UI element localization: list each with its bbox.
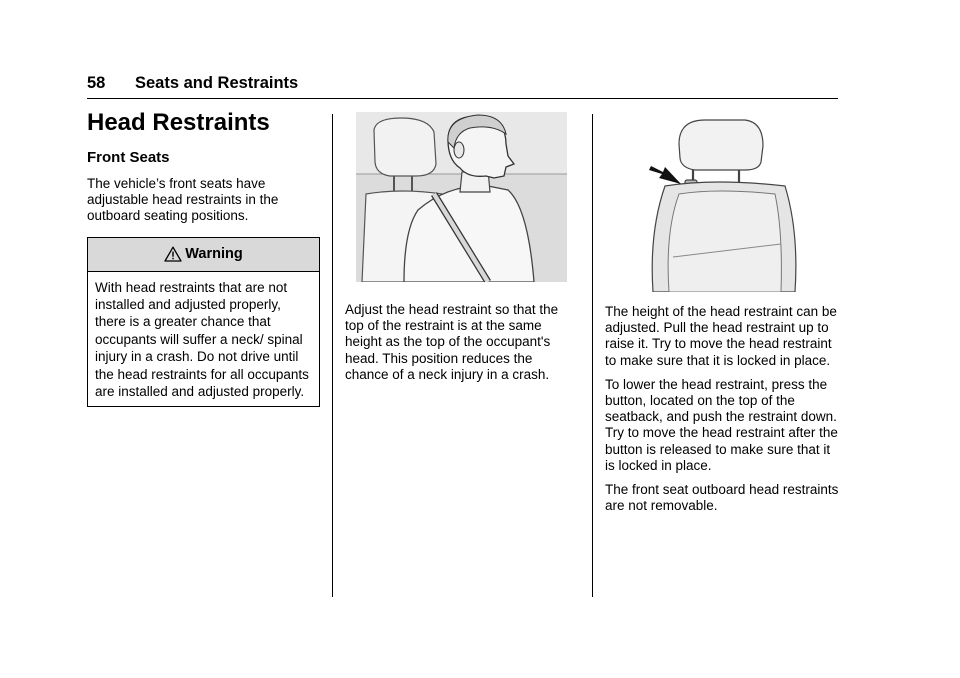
column-middle [345,112,577,383]
section-title: Seats and Restraints [135,74,299,92]
section-subtitle: Front Seats [87,149,170,166]
height-adjust-paragraph: The height of the head restraint can be adjusted. Pull the head restraint up to raise it. Try to move the head restraint to make sure that it is locked in place. [605,304,837,368]
column-divider [332,114,333,597]
page-title: Head Restraints [87,109,270,136]
warning-label: Warning [185,246,243,263]
lower-restraint-paragraph: To lower the head restraint, press the button, located on the top of the seatback, and push the restraint down. Try to move the head restraint after the button is released to make sure that it is locked in place. [605,376,838,473]
page-header [87,72,838,99]
not-removable-paragraph: The front seat outboard head restraints are not removable. [605,482,839,514]
warning-header [88,238,319,272]
warning-text: With head restraints that are not installed and adjusted properly, there is a greater chance that occupants will suffer a neck/ spinal injury in a crash. Do not drive until the head restraints for all occupants are installed and adjusted properly. [95,279,309,400]
warning-box [87,237,320,408]
column-right [605,112,840,514]
page-number: 58 [87,74,106,92]
person-seated-head-restraint-illustration [356,112,567,282]
column-left [87,108,319,407]
intro-paragraph: The vehicle’s front seats have adjustable head restraints in the outboard seating positions. [87,176,279,224]
column-divider [592,114,593,597]
seatback-head-restraint-button-illustration [605,112,840,292]
warning-triangle-icon [164,246,182,262]
adjust-instruction-paragraph: Adjust the head restraint so that the top of the restraint is at the same height as the top of the occupant's head. This position reduces the chance of a neck injury in a crash. [345,302,559,382]
